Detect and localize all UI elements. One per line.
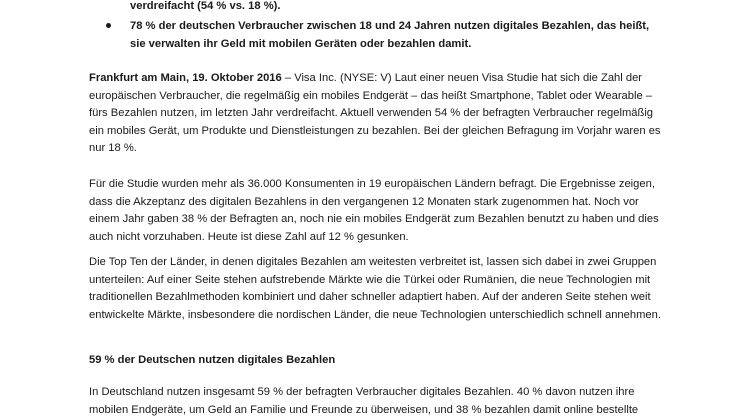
bullet-text: 78 % der deutschen Verbraucher zwischen 18 und 24 Jahren nutzen digitales Bezahlen, das heißt, sie verwalten ihr Geld mit mobilen Geräten oder bezahlen damit. (130, 20, 650, 50)
bullet-item (104, 17, 664, 53)
key-findings-list (104, 0, 664, 55)
section-heading: 59 % der Deutschen nutzen digitales Bezahlen (89, 354, 336, 366)
paragraph-intro (89, 70, 664, 158)
paragraph-top-ten: Die Top Ten der Länder, in denen digitales Bezahlen am weitesten verbreitet ist, lassen sich dabei in zwei Gruppen unterteilen: Auf einer Seite stehen aufstrebende Märkte wie die Türkei oder Rumänien, die neue Technologien mit traditionellen Bezahlmethoden kombiniert und daher schneller adaptiert haben. Auf der anderen Seite stehen weit entwickelte Märkte, insbesondere die nordischen Länder, die neue Technologien unterschiedlich schnell annehmen. (89, 256, 661, 321)
dateline: Frankfurt am Main, 19. Oktober 2016 (89, 72, 282, 84)
paragraph-germany: In Deutschland nutzen insgesamt 59 % der befragten Verbraucher digitales Bezahlen. 40 % davon nutzen ihre mobilen Endgeräte, um Geld an Familie und Freunde zu überweisen, und 38 % bezahlen damit online bestellte (89, 386, 639, 416)
bullet-item (104, 0, 664, 15)
intro-body: – Visa Inc. (NYSE: V) Laut einer neuen Visa Studie hat sich die Zahl der europäischen Verbraucher, die regelmäßig ein mobiles Endgerät – das heißt Smartphone, Tablet oder Wearable – fürs Bezahlen nutzen, im letzten Jahr verdreifacht. Aktuell verwenden 54 % der befragten Verbraucher regelmäßig ein mobiles Gerät, um Produkte und Dienstleistungen zu bezahlen. Bei der gleichen Befragung im Vorjahr waren es nur 18 %. (89, 72, 661, 155)
paragraph-study: Für die Studie wurden mehr als 36.000 Konsumenten in 19 europäischen Ländern befragt. Die Ergebnisse zeigen, dass die Akzeptanz des digitalen Bezahlens in den vergangenen 12 Monaten stark zugenommen hat. Noch vor einem Jahr gaben 38 % der Befragten an, noch nie ein mobiles Endgerät zum Bezahlen benutzt zu haben und dies auch nicht vorzuhaben. Heute ist diese Zahl auf 12 % gesunken. (89, 178, 659, 243)
bullet-text: verdreifacht (54 % vs. 18 %). (130, 0, 281, 12)
bullet-dot-icon (106, 23, 111, 28)
